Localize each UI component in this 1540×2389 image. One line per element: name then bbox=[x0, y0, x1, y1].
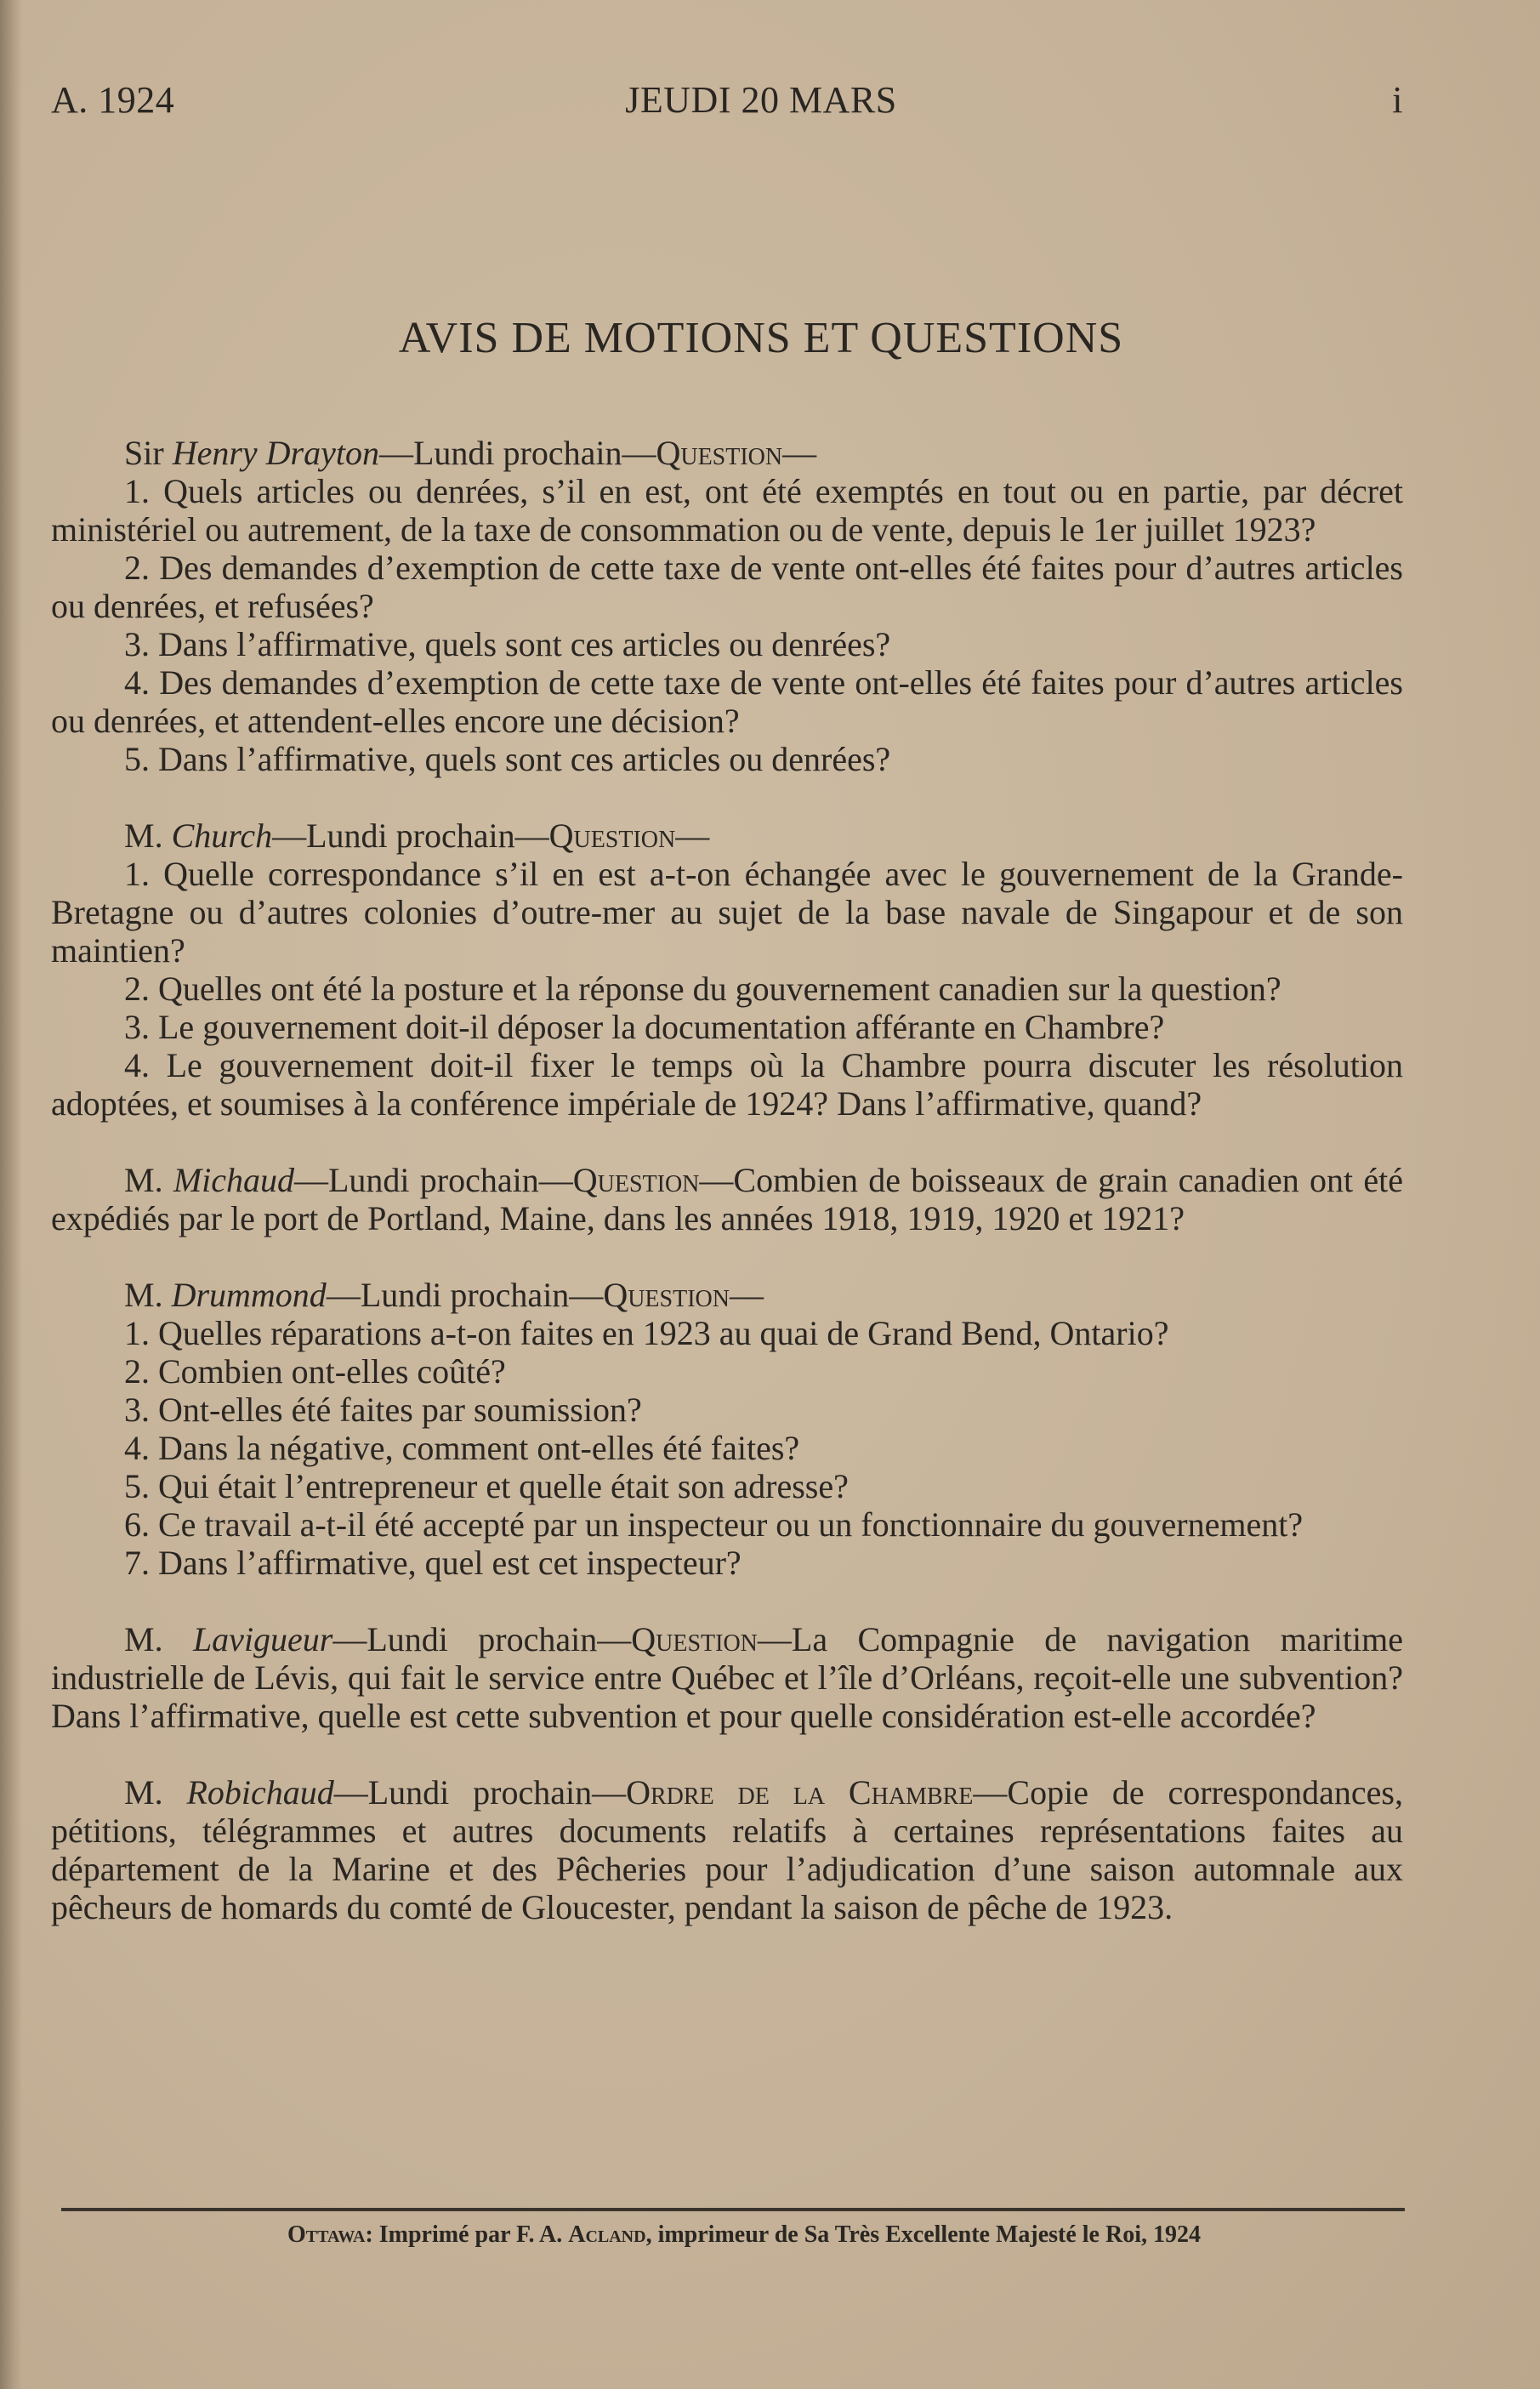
page-spine-shadow bbox=[0, 0, 22, 2389]
member-name: Henry Drayton bbox=[172, 434, 379, 472]
question-item: 4. Le gouvernement doit-il fixer le temps où la Chambre pourra discuter les résolution adoptées, et soumises à la conférence impériale de 1924? Dans l’affirmative, quand? bbox=[51, 1046, 1403, 1123]
question-item: 3. Le gouvernement doit-il déposer la documentation afférante en Chambre? bbox=[124, 1008, 1165, 1046]
notice-heading: M. Robichaud—Lundi prochain—Ordre de la Chambre—Copie de correspondances, pétitions, télégrammes et autres documents relatifs à certaines représentations faites au département de la Marine et des Pêcheries pour l’adjudication d’une saison automnale aux pêcheurs de homards du comté de Gloucester, pendant la saison de pêche de 1923. bbox=[51, 1773, 1403, 1926]
notice-heading: Sir Henry Drayton—Lundi prochain—Question— bbox=[124, 434, 817, 472]
notice-entry bbox=[51, 1276, 1403, 1582]
member-name: Church bbox=[171, 816, 273, 855]
question-item: 1. Quelles réparations a-t-on faites en 1923 au quai de Grand Bend, Ontario? bbox=[124, 1314, 1169, 1352]
header-date: JEUDI 20 MARS bbox=[625, 79, 897, 121]
question-item: 3. Ont-elles été faites par soumission? bbox=[124, 1391, 642, 1429]
member-name: Drummond bbox=[171, 1276, 327, 1314]
notice-heading: M. Drummond—Lundi prochain—Question— bbox=[124, 1276, 764, 1314]
notice-entry bbox=[51, 1620, 1403, 1735]
member-name: Robichaud bbox=[186, 1773, 334, 1812]
question-item: 5. Dans l’affirmative, quels sont ces articles ou denrées? bbox=[124, 740, 891, 778]
question-item: 7. Dans l’affirmative, quel est cet inspecteur? bbox=[124, 1544, 742, 1582]
notice-type: Question bbox=[656, 434, 783, 472]
page-title: AVIS DE MOTIONS ET QUESTIONS bbox=[398, 314, 1124, 362]
question-item: 1. Quels articles ou denrées, s’il en est, ont été exemptés en tout ou en partie, par décret ministériel ou autrement, de la taxe de consommation ou de vente, depuis le 1er juillet 1923? bbox=[51, 472, 1403, 549]
question-item: 1. Quelle correspondance s’il en est a-t-on échangée avec le gouvernement de la Grande-Bretagne ou d’autres colonies d’outre-mer au sujet de la base navale de Singapour et de son maintien? bbox=[51, 855, 1403, 970]
notice-heading: M. Lavigueur—Lundi prochain—Question—La Compagnie de navigation maritime industrielle de Lévis, qui fait le service entre Québec et l’île d’Orléans, reçoit-elle une subvention? Dans l’affirmative, quelle est cette subvention et pour quelle considération est-elle accordée? bbox=[51, 1620, 1403, 1735]
member-name: Lavigueur bbox=[192, 1620, 333, 1658]
notice-entry bbox=[51, 816, 1403, 1123]
question-item: 2. Des demandes d’exemption de cette taxe de vente ont-elles été faites pour d’autres articles ou denrées, et refusées? bbox=[51, 549, 1403, 625]
question-item: 2. Quelles ont été la posture et la réponse du gouvernement canadien sur la question? bbox=[124, 970, 1281, 1008]
notice-type: Question bbox=[603, 1276, 730, 1314]
notice-entry bbox=[51, 1773, 1403, 1926]
question-item: 3. Dans l’affirmative, quels sont ces articles ou denrées? bbox=[124, 625, 891, 663]
header-year: A. 1924 bbox=[51, 79, 175, 121]
notice-type: Question bbox=[572, 1161, 700, 1199]
question-item: 5. Qui était l’entrepreneur et quelle était son adresse? bbox=[124, 1467, 849, 1505]
question-item: 2. Combien ont-elles coûté? bbox=[124, 1352, 506, 1391]
question-item: 4. Des demandes d’exemption de cette taxe de vente ont-elles été faites pour d’autres articles ou denrées, et attendent-elles encore une décision? bbox=[51, 663, 1403, 740]
notice-heading: M. Church—Lundi prochain—Question— bbox=[124, 816, 710, 855]
notice-entry bbox=[51, 1161, 1403, 1237]
member-name: Michaud bbox=[173, 1161, 294, 1199]
running-header bbox=[51, 78, 1403, 129]
header-page-number: i bbox=[1392, 79, 1403, 121]
notices-list bbox=[51, 434, 1403, 1965]
notice-type: Question bbox=[631, 1620, 758, 1658]
footer-rule bbox=[61, 2208, 1405, 2211]
question-item: 6. Ce travail a-t-il été accepté par un inspecteur ou un fonctionnaire du gouvernement? bbox=[124, 1505, 1304, 1544]
imprint-city: Ottawa bbox=[287, 2221, 366, 2248]
imprint-printer: Acland bbox=[568, 2221, 646, 2248]
document-page bbox=[51, 0, 1403, 2389]
notice-entry bbox=[51, 434, 1403, 778]
notice-type: Question bbox=[548, 816, 676, 855]
printer-imprint: Ottawa: Imprimé par F. A. Acland, imprimeur de Sa Très Excellente Majesté le Roi, 1924 bbox=[287, 2221, 1201, 2248]
notice-type: Ordre de la Chambre bbox=[626, 1773, 974, 1812]
notice-heading: M. Michaud—Lundi prochain—Question—Combien de boisseaux de grain canadien ont été expédiés par le port de Portland, Maine, dans les années 1918, 1919, 1920 et 1921? bbox=[51, 1161, 1403, 1237]
question-item: 4. Dans la négative, comment ont-elles été faites? bbox=[124, 1429, 800, 1467]
